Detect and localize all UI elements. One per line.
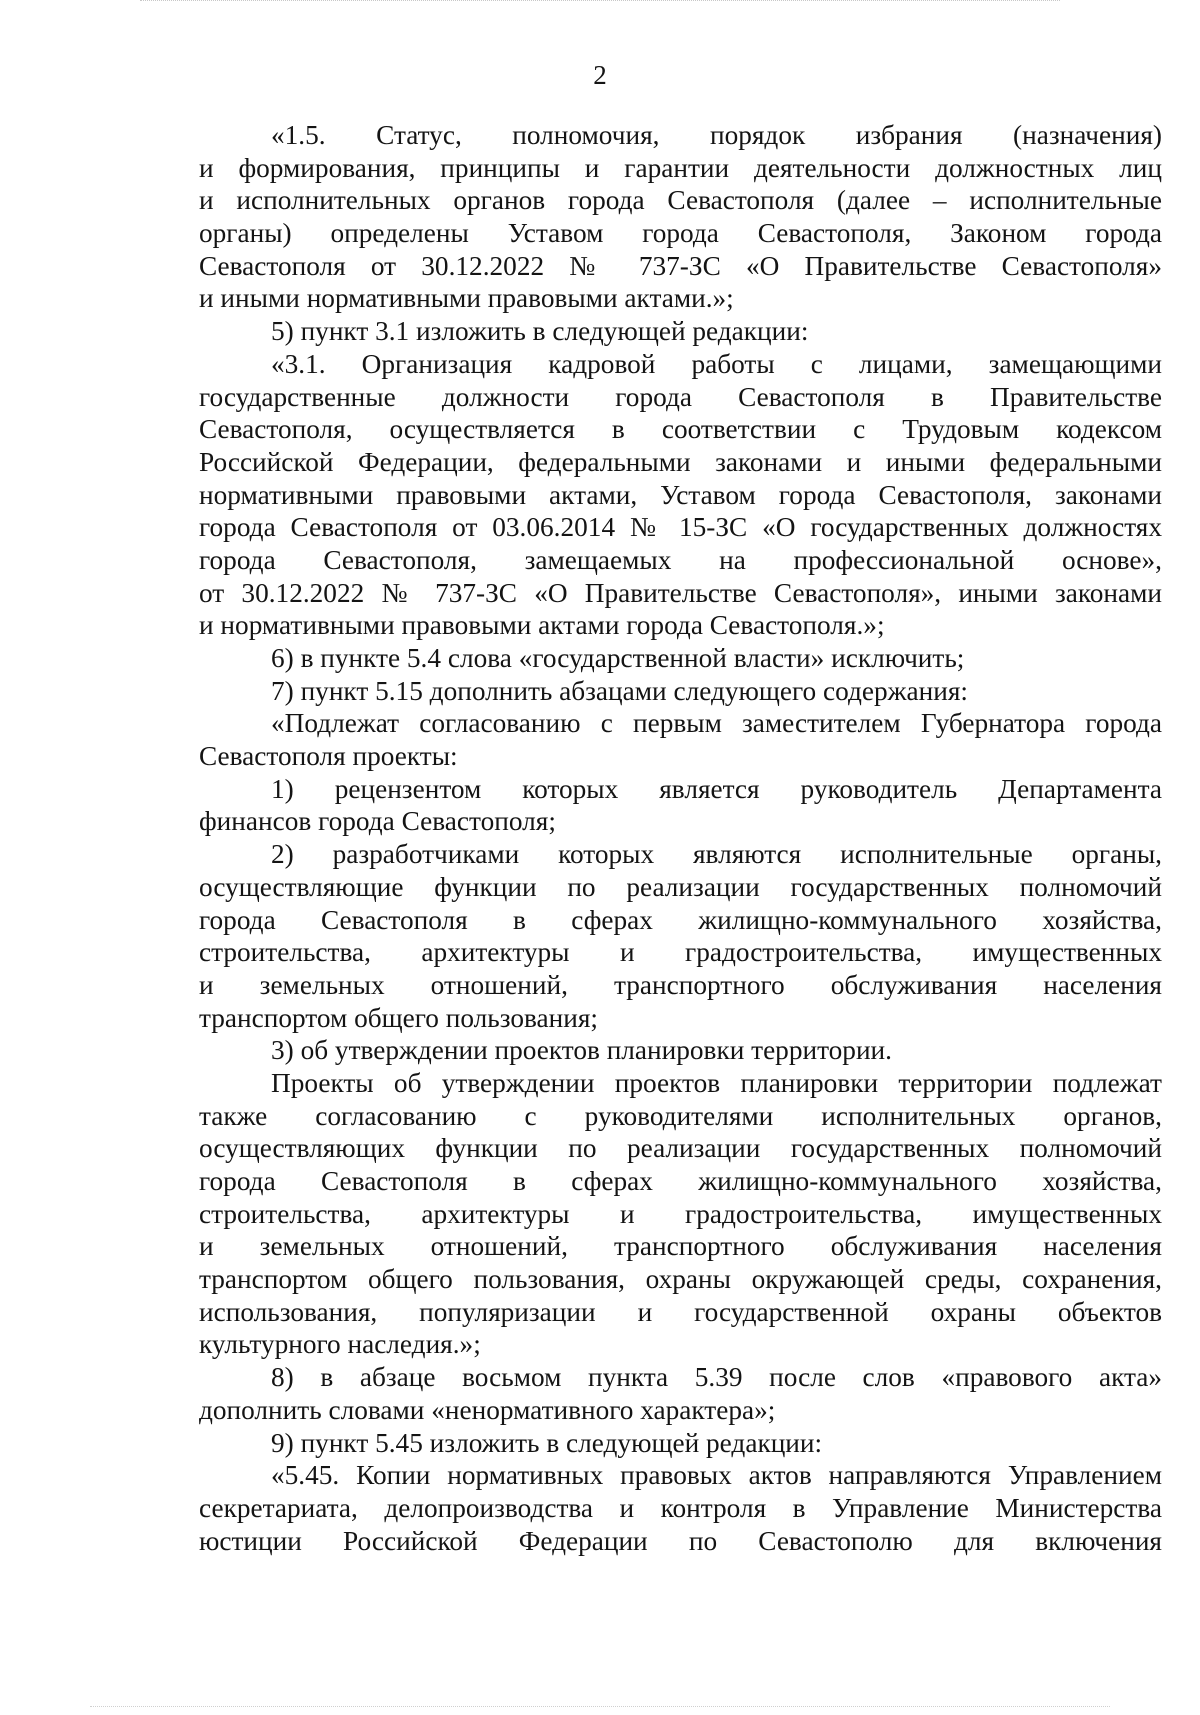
text-line: и иными нормативными правовыми актами.»; <box>199 283 734 314</box>
text-line: 6) в пункте 5.4 слова «государственной власти» исключить; <box>271 643 965 673</box>
text-line: государственные должности города Севастополя в Правительстве <box>199 381 1162 412</box>
text-line: 2) разработчиками которых являются исполнительные органы, <box>271 839 1162 870</box>
text-line: транспортом общего пользования, охраны окружающей среды, сохранения, <box>199 1264 1162 1295</box>
text-line: и земельных отношений, транспортного обслуживания населения <box>199 969 1162 1000</box>
text-line: «5.45. Копии нормативных правовых актов направляются Управлением <box>271 1460 1162 1491</box>
text-line: 3) об утверждении проектов планировки территории. <box>271 1035 892 1066</box>
text-line: 5) пункт 3.1 изложить в следующей редакции: <box>271 316 809 347</box>
text-line: города Севастополя, замещаемых на профессиональной основе», <box>199 544 1162 575</box>
text-line: осуществляющие функции по реализации государственных полномочий <box>199 871 1162 902</box>
text-line: осуществляющих функции по реализации государственных полномочий <box>199 1133 1162 1164</box>
page-number: 2 <box>593 60 607 90</box>
text-line: финансов города Севастополя; <box>199 806 556 837</box>
text-line: от 30.12.2022 № 737-ЗС «О Правительстве Севастополя», иными законами <box>199 577 1162 608</box>
text-line: и исполнительных органов города Севастополя (далее – исполнительные <box>199 185 1162 216</box>
text-line: секретариата, делопроизводства и контроля в Управление Министерства <box>199 1492 1162 1523</box>
text-line: «1.5. Статус, полномочия, порядок избрания (назначения) <box>271 120 1162 150</box>
text-line: культурного наследия.»; <box>199 1329 481 1360</box>
text-line: и нормативными правовыми актами города Севастополя.»; <box>199 610 885 641</box>
text-line: «Подлежат согласованию с первым заместителем Губернатора города <box>271 708 1162 739</box>
text-line: Севастополя, осуществляется в соответствии с Трудовым кодексом <box>199 414 1162 445</box>
text-line: нормативными правовыми актами, Уставом города Севастополя, законами <box>199 479 1162 510</box>
text-line: и формирования, принципы и гарантии деятельности должностных лиц <box>199 152 1162 183</box>
text-line: также согласованию с руководителями исполнительных органов, <box>199 1100 1162 1131</box>
scan-edge-bottom <box>90 1706 1110 1709</box>
text-line: «3.1. Организация кадровой работы с лицами, замещающими <box>271 348 1162 379</box>
text-line: 9) пункт 5.45 изложить в следующей редакции: <box>271 1427 823 1458</box>
text-line: строительства, архитектуры и градостроительства, имущественных <box>199 937 1162 968</box>
text-line: Севастополя от 30.12.2022 № 737-ЗС «О Правительстве Севастополя» <box>199 250 1162 281</box>
document-body <box>199 119 1162 1557</box>
text-line: 7) пункт 5.15 дополнить абзацами следующего содержания: <box>271 675 968 706</box>
scan-edge-top <box>140 0 1060 3</box>
text-line: дополнить словами «ненормативного характера»; <box>199 1394 776 1425</box>
text-line: и земельных отношений, транспортного обслуживания населения <box>199 1231 1162 1262</box>
text-line: юстиции Российской Федерации по Севастополю для включения <box>199 1525 1162 1556</box>
text-line: Севастополя проекты: <box>199 741 458 772</box>
text-line: Проекты об утверждении проектов планировки территории подлежат <box>271 1067 1162 1098</box>
text-line: Российской Федерации, федеральными законами и иными федеральными <box>199 446 1162 477</box>
text-line: города Севастополя в сферах жилищно-коммунального хозяйства, <box>199 904 1162 935</box>
text-line: транспортом общего пользования; <box>199 1002 598 1033</box>
text-line: строительства, архитектуры и градостроительства, имущественных <box>199 1198 1162 1229</box>
text-line: органы) определены Уставом города Севастополя, Законом города <box>199 218 1162 249</box>
text-line: города Севастополя в сферах жилищно-коммунального хозяйства, <box>199 1166 1162 1196</box>
text-line: города Севастополя от 03.06.2014 № 15-ЗС «О государственных должностях <box>199 512 1162 543</box>
text-line: использования, популяризации и государственной охраны объектов <box>199 1296 1162 1327</box>
text-line: 1) рецензентом которых является руководитель Департамента <box>271 773 1162 804</box>
text-line: 8) в абзаце восьмом пункта 5.39 после слов «правового акта» <box>271 1362 1162 1393</box>
